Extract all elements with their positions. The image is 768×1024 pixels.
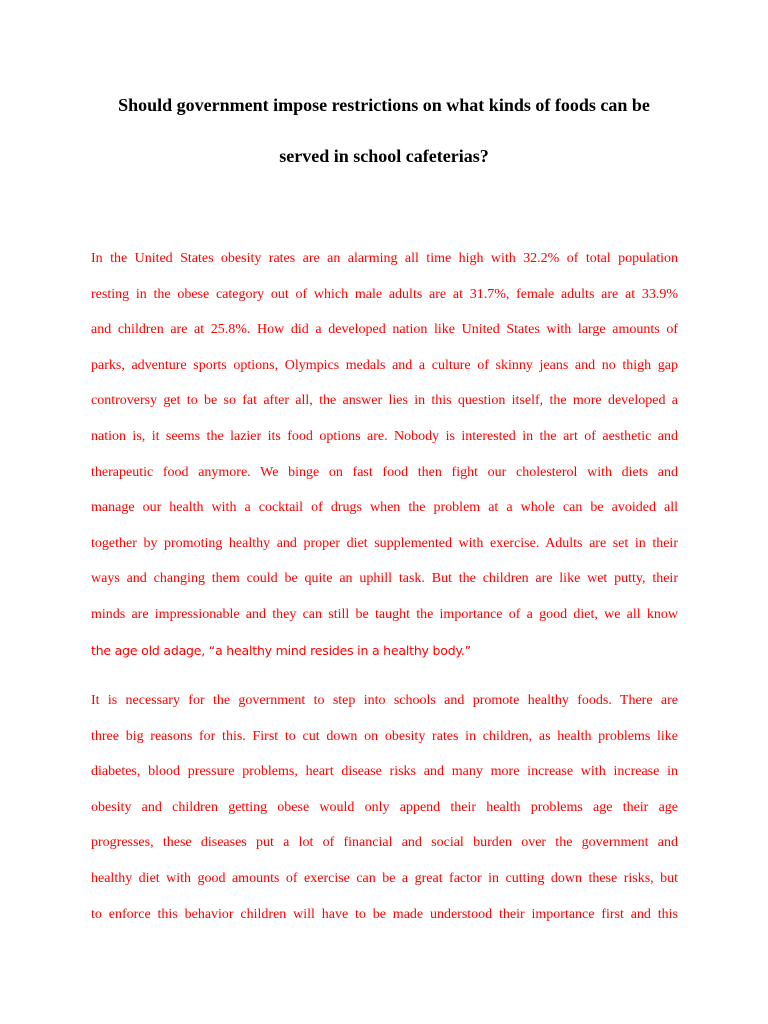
paragraph-1-line: In the United States obesity rates are an alarming all time high with 32.2% of total population xyxy=(91,251,678,266)
paragraph-1-line: and children are at 25.8%. How did a developed nation like United States with large amounts of xyxy=(91,322,678,338)
title-line-2: served in school cafeterias? xyxy=(279,146,489,166)
paragraph-1-line: ways and changing them could be quite an uphill task. But the children are like wet putty, their xyxy=(91,571,678,587)
paragraph-2-line: obesity and children getting obese would only append their health problems age their age xyxy=(91,799,678,815)
paragraph-1 xyxy=(91,241,678,668)
paragraph-2-line: healthy diet with good amounts of exercise can be a great factor in cutting down these risks, but xyxy=(91,870,678,886)
paragraph-2-line: three big reasons for this. First to cut down on obesity rates in children, as health problems like xyxy=(91,728,678,744)
paragraph-2 xyxy=(91,683,678,932)
paragraph-2-line: diabetes, blood pressure problems, heart disease risks and many more increase with increase in xyxy=(91,764,678,780)
paragraph-1-line: therapeutic food anymore. We binge on fast food then fight our cholesterol with diets and xyxy=(91,464,678,480)
paragraph-1-line: minds are impressionable and they can still be taught the importance of a good diet, we all know xyxy=(91,606,678,622)
paragraph-1-line: resting in the obese category out of which male adults are at 31.7%, female adults are at 33.9% xyxy=(91,286,678,302)
paragraph-1-line: nation is, it seems the lazier its food options are. Nobody is interested in the art of aesthetic and xyxy=(91,428,678,444)
paragraph-1-line: controversy get to be so fat after all, the answer lies in this question itself, the more developed a xyxy=(91,393,678,409)
title-line-1: Should government impose restrictions on what kinds of foods can be xyxy=(118,95,650,115)
paragraph-1-line: together by promoting healthy and proper diet supplemented with exercise. Adults are set in their xyxy=(91,535,678,551)
paragraph-1-line: parks, adventure sports options, Olympics medals and a culture of skinny jeans and no thigh gap xyxy=(91,357,678,373)
paragraph-2-line: to enforce this behavior children will have to be made understood their importance first and this xyxy=(91,906,678,922)
paragraph-2-line: progresses, these diseases put a lot of financial and social burden over the government and xyxy=(91,835,678,851)
paragraph-1-line: manage our health with a cocktail of drugs when the problem at a whole can be avoided all xyxy=(91,500,678,516)
paragraph-1-line-quote: the age old adage, “a healthy mind resides in a healthy body.” xyxy=(91,642,471,658)
paragraph-2-line: It is necessary for the government to step into schools and promote healthy foods. There are xyxy=(91,693,678,708)
